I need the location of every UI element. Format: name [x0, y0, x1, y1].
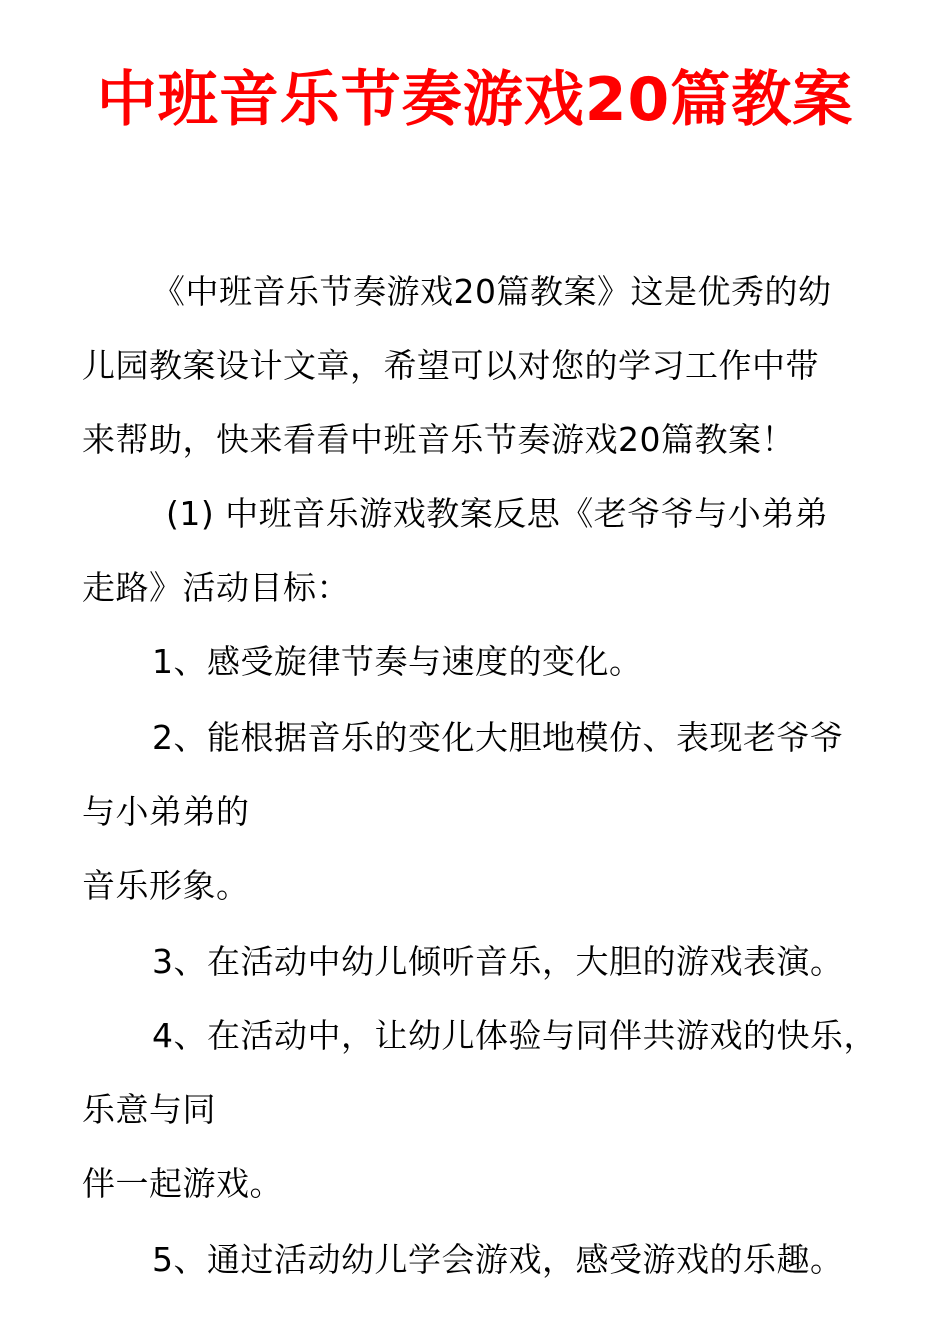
intro-line-3: 来帮助，快来看看中班音乐节奏游戏20篇教案！ [82, 420, 795, 459]
objective-3: 3、在活动中幼儿倾听音乐，大胆的游戏表演。 [152, 942, 844, 981]
objective-1: 1、感受旋律节奏与速度的变化。 [152, 642, 643, 681]
section-heading-line-1: (1) 中班音乐游戏教案反思《老爷爷与小弟弟 [166, 494, 829, 533]
section-heading-line-2: 走路》活动目标： [82, 568, 350, 607]
document-title: 中班音乐节奏游戏20篇教案 [96, 65, 854, 135]
objective-2-line-1: 2、能根据音乐的变化大胆地模仿、表现老爷爷 [152, 718, 844, 757]
intro-line-1: 《中班音乐节奏游戏20篇教案》这是优秀的幼 [152, 272, 832, 311]
intro-line-2: 儿园教案设计文章，希望可以对您的学习工作中带 [82, 346, 819, 385]
objective-4-line-1: 4、在活动中，让幼儿体验与同伴共游戏的快乐， [152, 1016, 877, 1055]
objective-2-line-3: 音乐形象。 [82, 866, 250, 905]
objective-5: 5、通过活动幼儿学会游戏，感受游戏的乐趣。 [152, 1240, 844, 1279]
objective-2-line-2: 与小弟弟的 [82, 792, 250, 831]
objective-4-line-2: 乐意与同 [82, 1090, 216, 1129]
objective-4-line-3: 伴一起游戏。 [82, 1164, 283, 1203]
